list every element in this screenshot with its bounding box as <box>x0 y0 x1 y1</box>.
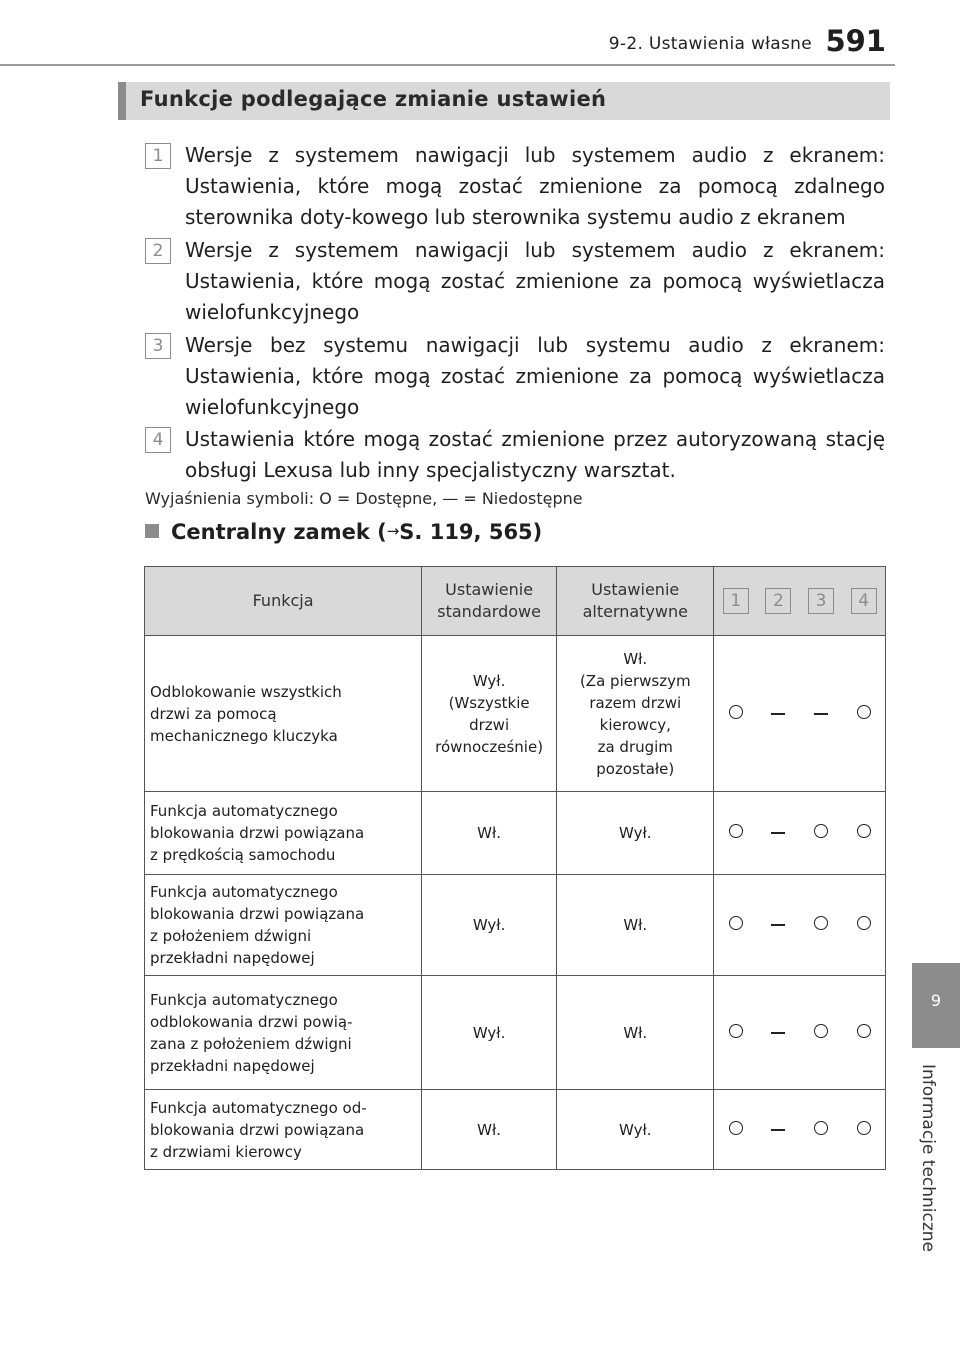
header-alternative: Ustawienie alternatywne <box>557 567 714 636</box>
cell-availability-1 <box>714 976 757 1090</box>
symbols-note: Wyjaśnienia symboli: O = Dostępne, — = Niedostępne <box>145 489 583 508</box>
item-text: Wersje bez systemu nawigacji lub systemu audio z ekranem: Ustawienia, które mogą zostać zmienione za pomocą wyświetlacza wielofunkcyjnego <box>185 333 885 419</box>
cell-availability-3 <box>800 976 843 1090</box>
table-row <box>145 875 886 976</box>
header-num-4 <box>842 567 885 636</box>
unavailable-dash-icon <box>771 1129 785 1131</box>
available-circle-icon <box>729 1024 743 1038</box>
item-number-badge: 1 <box>145 143 171 169</box>
cell-availability-2 <box>757 1090 800 1170</box>
cell-default: Wył. (Wszystkie drzwi równocześnie) <box>422 636 557 792</box>
unavailable-dash-icon <box>771 924 785 926</box>
table-row <box>145 976 886 1090</box>
cell-alternative: Wł. <box>557 875 714 976</box>
available-circle-icon <box>857 824 871 838</box>
cell-function: Funkcja automatycznego blokowania drzwi powiązana z prędkością samochodu <box>145 792 422 875</box>
cell-availability-4 <box>842 875 885 976</box>
available-circle-icon <box>857 1121 871 1135</box>
table-row <box>145 792 886 875</box>
unavailable-dash-icon <box>771 832 785 834</box>
available-circle-icon <box>857 916 871 930</box>
page-number: 591 <box>825 24 886 58</box>
cell-availability-2 <box>757 636 800 792</box>
cell-alternative: Wł. <box>557 976 714 1090</box>
cell-function: Odblokowanie wszystkich drzwi za pomocą mechanicznego kluczyka <box>145 636 422 792</box>
chapter-label: Informacje techniczne <box>918 1064 938 1253</box>
num-badge: 4 <box>851 588 877 614</box>
header-default: Ustawienie standardowe <box>422 567 557 636</box>
cell-availability-1 <box>714 1090 757 1170</box>
cell-availability-1 <box>714 792 757 875</box>
cell-availability-1 <box>714 875 757 976</box>
section-heading: Funkcje podlegające zmianie ustawień <box>140 87 607 111</box>
table-header-row <box>145 567 886 636</box>
num-badge: 2 <box>765 588 791 614</box>
section-title: 9-2. Ustawienia własne <box>608 34 812 54</box>
num-badge: 1 <box>723 588 749 614</box>
cell-default: Wył. <box>422 976 557 1090</box>
available-circle-icon <box>814 824 828 838</box>
item-number-badge: 3 <box>145 333 171 359</box>
list-item <box>145 140 885 233</box>
available-circle-icon <box>729 1121 743 1135</box>
chapter-label-container <box>904 1064 938 1264</box>
cell-alternative: Wył. <box>557 792 714 875</box>
cell-default: Wył. <box>422 875 557 976</box>
cell-availability-1 <box>714 636 757 792</box>
cell-alternative: Wył. <box>557 1090 714 1170</box>
item-number-badge: 2 <box>145 238 171 264</box>
cell-availability-3 <box>800 636 843 792</box>
cell-function: Funkcja automatycznego odblokowania drzwi powią- zana z położeniem dźwigni przekładni napędowej <box>145 976 422 1090</box>
item-text: Ustawienia które mogą zostać zmienione przez autoryzowaną stację obsługi Lexusa lub inny specjalistyczny warsztat. <box>185 427 885 482</box>
cell-availability-4 <box>842 1090 885 1170</box>
subsection-heading <box>145 520 542 544</box>
available-circle-icon <box>814 1121 828 1135</box>
unavailable-dash-icon <box>771 1032 785 1034</box>
cell-availability-3 <box>800 792 843 875</box>
cell-availability-4 <box>842 976 885 1090</box>
header-num-2 <box>757 567 800 636</box>
cell-availability-3 <box>800 875 843 976</box>
list-item <box>145 330 885 423</box>
cell-availability-4 <box>842 636 885 792</box>
available-circle-icon <box>729 705 743 719</box>
cell-availability-2 <box>757 792 800 875</box>
item-number-badge: 4 <box>145 427 171 453</box>
arrow-right-icon: → <box>386 522 400 540</box>
list-item <box>145 424 885 486</box>
available-circle-icon <box>729 824 743 838</box>
cell-default: Wł. <box>422 792 557 875</box>
cell-alternative: Wł. (Za pierwszym razem drzwi kierowcy, za drugim pozostałe) <box>557 636 714 792</box>
available-circle-icon <box>814 1024 828 1038</box>
cell-availability-4 <box>842 792 885 875</box>
square-bullet-icon <box>145 524 159 538</box>
available-circle-icon <box>814 916 828 930</box>
cell-default: Wł. <box>422 1090 557 1170</box>
cell-function: Funkcja automatycznego blokowania drzwi powiązana z położeniem dźwigni przekładni napędowej <box>145 875 422 976</box>
chapter-tab[interactable] <box>912 963 960 1048</box>
subsection-title: Centralny zamek ( <box>171 520 387 544</box>
header-num-1 <box>714 567 757 636</box>
item-text: Wersje z systemem nawigacji lub systemem audio z ekranem: Ustawienia, które mogą zostać zmienione za pomocą zdalnego sterownika doty-kowego lub sterownika systemu audio z ekranem <box>185 143 885 229</box>
available-circle-icon <box>857 705 871 719</box>
cell-function: Funkcja automatycznego od- blokowania drzwi powiązana z drzwiami kierowcy <box>145 1090 422 1170</box>
num-badge: 3 <box>808 588 834 614</box>
cell-availability-3 <box>800 1090 843 1170</box>
header-num-3 <box>800 567 843 636</box>
settings-table <box>144 566 886 1170</box>
table-row <box>145 1090 886 1170</box>
table-row <box>145 636 886 792</box>
available-circle-icon <box>857 1024 871 1038</box>
cell-availability-2 <box>757 875 800 976</box>
chapter-number: 9 <box>930 991 942 1010</box>
page-header <box>0 22 960 62</box>
list-item <box>145 235 885 328</box>
available-circle-icon <box>729 916 743 930</box>
item-text: Wersje z systemem nawigacji lub systemem audio z ekranem: Ustawienia, które mogą zostać zmienione za pomocą wyświetlacza wielofunkcyjnego <box>185 238 885 324</box>
subsection-ref[interactable]: S. 119, 565) <box>399 520 543 544</box>
unavailable-dash-icon <box>814 713 828 715</box>
header-rule <box>0 64 895 66</box>
header-function: Funkcja <box>145 567 422 636</box>
unavailable-dash-icon <box>771 713 785 715</box>
cell-availability-2 <box>757 976 800 1090</box>
section-title-bar <box>118 82 890 120</box>
